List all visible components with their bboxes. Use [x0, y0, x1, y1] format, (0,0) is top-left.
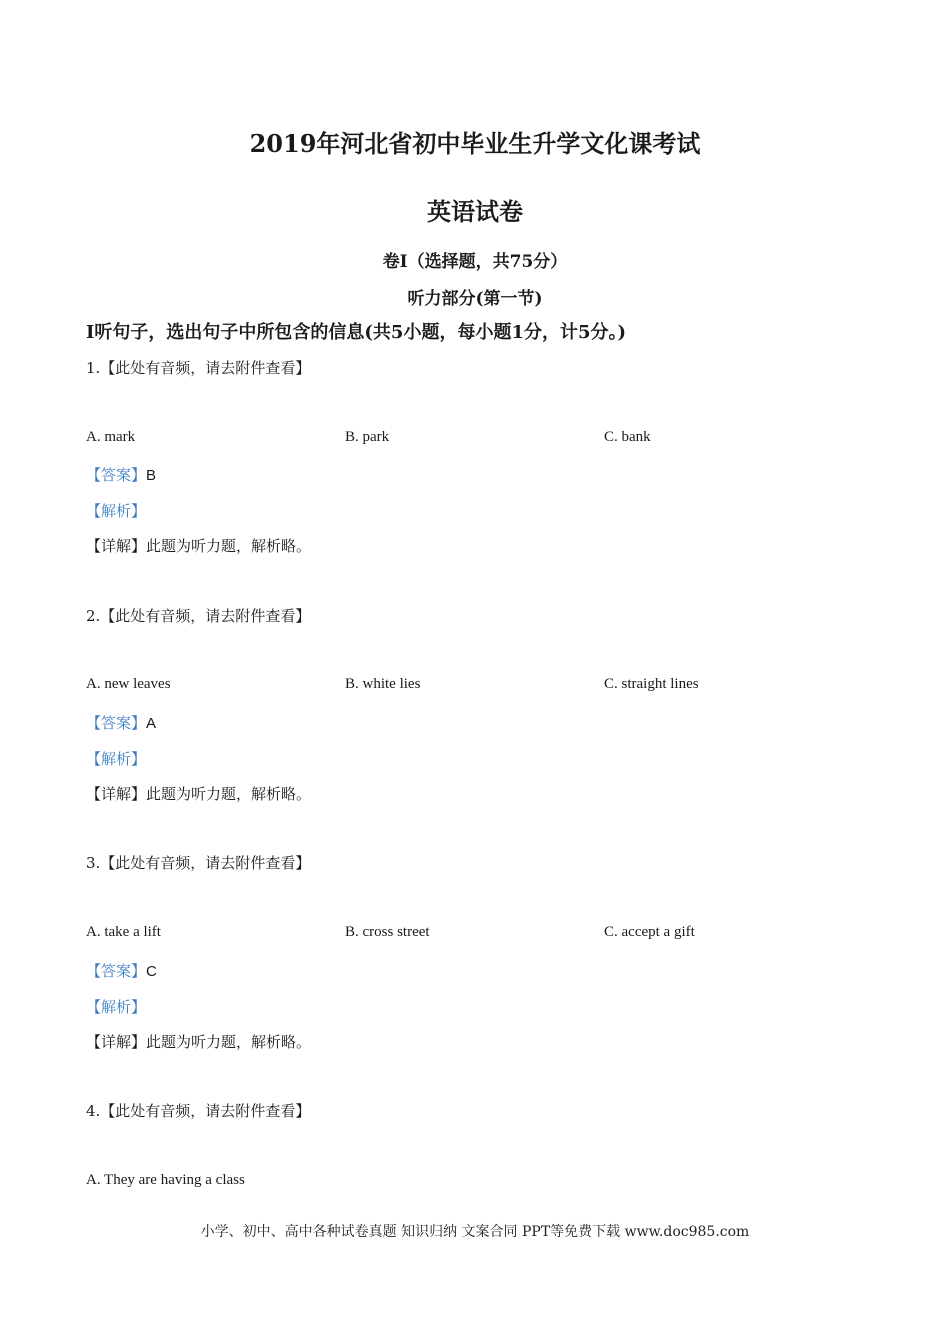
answer-label: 【答案】 [86, 466, 147, 484]
question-2-detail: 【详解】此题为听力题，解析略。 [86, 785, 312, 803]
page-footer: 小学、初中、高中各种试卷真题 知识归纳 文案合同 PPT等免费下载 www.doc985.com [200, 1224, 750, 1240]
question-1-option-b: B. park [345, 429, 390, 445]
question-3-option-a: A. take a lift [86, 924, 161, 940]
question-2-option-b: B. white lies [345, 676, 421, 692]
answer-value: B [146, 467, 157, 484]
exam-title: 2019年河北省初中毕业生升学文化课考试 [249, 129, 701, 158]
question-4-option-a: A. They are having a class [86, 1172, 245, 1188]
question-3-option-b: B. cross street [345, 924, 430, 940]
question-1-answer [86, 464, 156, 485]
question-3-answer [86, 960, 157, 981]
question-2-answer [86, 712, 156, 733]
question-3-detail: 【详解】此题为听力题，解析略。 [86, 1033, 312, 1051]
volume-heading: 卷Ⅰ（选择题，共75分） [382, 252, 568, 272]
question-4-stem: 4.【此处有音频，请去附件查看】 [86, 1102, 311, 1120]
section-heading: 听力部分(第一节) [407, 289, 543, 309]
question-2-analysis-label: 【解析】 [86, 750, 147, 768]
answer-value: A [146, 715, 157, 732]
question-3-stem: 3.【此处有音频，请去附件查看】 [86, 854, 311, 872]
question-3-option-c: C. accept a gift [604, 924, 695, 940]
question-2-option-c: C. straight lines [604, 676, 699, 692]
question-1-option-c: C. bank [604, 429, 651, 445]
question-2-option-a: A. new leaves [86, 676, 171, 692]
question-2-stem: 2.【此处有音频，请去附件查看】 [86, 607, 311, 625]
subject-title: 英语试卷 [427, 197, 523, 226]
answer-label: 【答案】 [86, 714, 147, 732]
question-1-option-a: A. mark [86, 429, 136, 445]
question-1-analysis-label: 【解析】 [86, 502, 147, 520]
question-1-detail: 【详解】此题为听力题，解析略。 [86, 537, 312, 555]
answer-label: 【答案】 [86, 962, 147, 980]
answer-value: C [146, 963, 157, 980]
section-instruction: Ⅰ听句子，选出句子中所包含的信息(共5小题，每小题1分，计5分。) [86, 322, 627, 343]
question-1-stem: 1.【此处有音频，请去附件查看】 [86, 359, 311, 377]
question-3-analysis-label: 【解析】 [86, 998, 147, 1016]
